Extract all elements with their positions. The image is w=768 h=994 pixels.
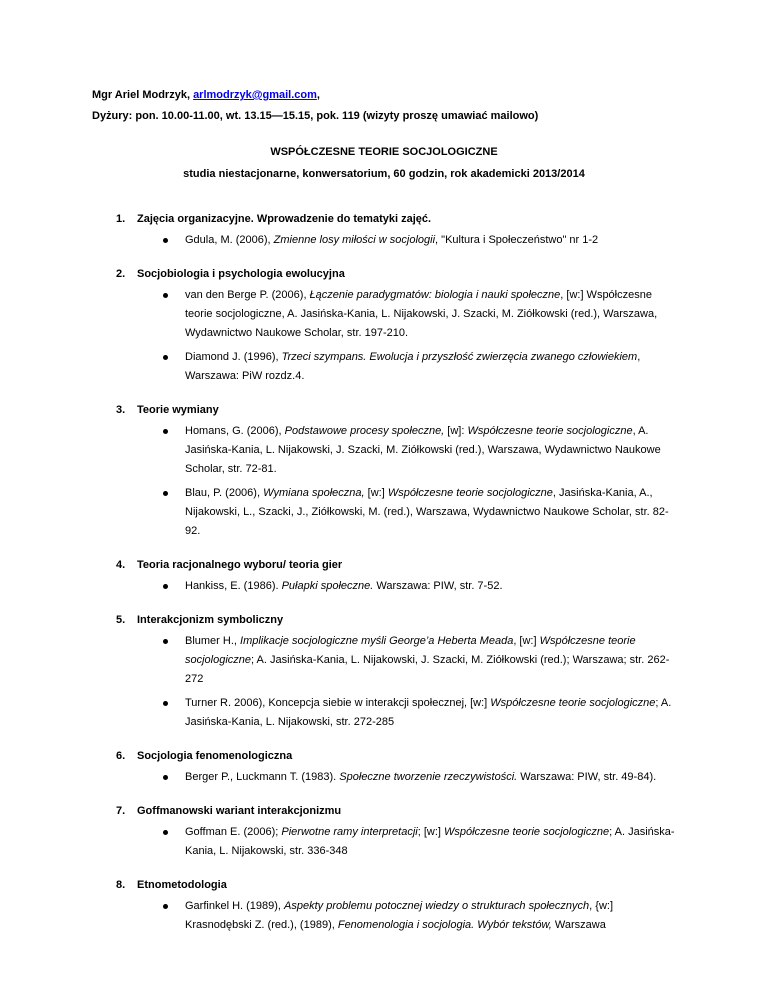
section-title: Teoria racjonalnego wyboru/ teoria gier bbox=[137, 559, 343, 571]
email-comma: , bbox=[316, 89, 320, 101]
reading-text: ; A. Jasińska-Kania, L. Nijakowski, str. 336-348 bbox=[185, 826, 675, 857]
reading-item bbox=[137, 577, 675, 596]
section-1 bbox=[0, 210, 768, 250]
reading-item bbox=[137, 422, 675, 479]
reading-text: , {w:] Krasnodębski Z. (red.), (1989), bbox=[185, 900, 613, 931]
reading-text: Garfinkel H. (1989), bbox=[185, 900, 285, 912]
reading-text: Goffman E. (2006); bbox=[185, 826, 282, 838]
reading-italic-text: Łączenie paradygmatów: biologia i nauki społeczne bbox=[309, 289, 561, 301]
reading-item bbox=[137, 231, 675, 250]
section-title: Zajęcia organizacyjne. Wprowadzenie do tematyki zajęć. bbox=[137, 213, 432, 225]
section-number: 3. bbox=[116, 404, 126, 416]
reading-text: , Warszawa: PiW rozdz.4. bbox=[185, 351, 641, 382]
section-2 bbox=[0, 265, 768, 386]
reading-italic-text: Implikacje socjologiczne myśli George’a Heberta Meada bbox=[240, 635, 514, 647]
reading-list bbox=[137, 632, 768, 732]
bullet-icon bbox=[163, 584, 168, 589]
reading-list bbox=[137, 768, 768, 787]
reading-text: , [w:] Współczesne teorie socjologiczne, A. Jasińska-Kania, L. Nijakowski, J. Szacki, M. Ziółkowski (red.), Warszawa, Wydawnictwo Naukowe Scholar, str. 197-210. bbox=[185, 289, 658, 339]
reading-italic-text: Trzeci szympans. Ewolucja i przyszłość zwierzęcia zwanego człowiekiem bbox=[281, 351, 638, 363]
reading-italic-text: Zmienne losy miłości w socjologii bbox=[273, 234, 436, 246]
section-title: Socjobiologia i psychologia ewolucyjna bbox=[137, 268, 345, 280]
reading-text: Turner R. 2006), Koncepcja siebie w interakcji społecznej, [w:] bbox=[185, 697, 491, 709]
bullet-icon bbox=[163, 293, 168, 298]
reading-italic-text: Pierwotne ramy interpretacji bbox=[281, 826, 418, 838]
section-5 bbox=[0, 611, 768, 732]
reading-item bbox=[137, 768, 675, 787]
reading-text: , [w:] bbox=[513, 635, 540, 647]
section-title: Interakcjonizm symboliczny bbox=[137, 614, 284, 626]
reading-list bbox=[137, 577, 768, 596]
office-hours: Dyżury: pon. 10.00-11.00, wt. 13.15—15.15, pok. 119 (wizyty proszę umawiać mailowo) bbox=[92, 110, 539, 122]
section-number: 5. bbox=[116, 614, 126, 626]
reading-italic-text: Współczesne teorie socjologiczne bbox=[185, 635, 636, 666]
reading-item bbox=[137, 897, 675, 935]
reading-text: [w:] bbox=[364, 487, 388, 499]
section-8 bbox=[0, 876, 768, 935]
reading-text: ; A. Jasińska-Kania, L. Nijakowski, J. Szacki, M. Ziółkowski (red.); Warszawa; str. 262-272 bbox=[185, 654, 670, 685]
reading-text: Hankiss, E. (1986). bbox=[185, 580, 282, 592]
reading-text: van den Berge P. (2006), bbox=[185, 289, 310, 301]
reading-italic-text: Aspekty problemu potocznej wiedzy o strukturach społecznych bbox=[284, 900, 590, 912]
section-number: 2. bbox=[116, 268, 126, 280]
reading-text: Diamond J. (1996), bbox=[185, 351, 282, 363]
reading-italic-text: Współczesne teorie socjologiczne bbox=[490, 697, 656, 709]
reading-text: Gdula, M. (2006), bbox=[185, 234, 274, 246]
reading-text: , Jasińska-Kania, A., Nijakowski, L., Szacki, J., Ziółkowski, M. (red.), Warszawa, Wydawnictwo Naukowe Scholar, str. 82-92. bbox=[185, 487, 669, 537]
reading-italic-text: Podstawowe procesy społeczne, bbox=[284, 425, 445, 437]
section-number: 4. bbox=[116, 559, 126, 571]
reading-text: ; A. Jasińska-Kania, L. Nijakowski, str. 272-285 bbox=[185, 697, 672, 728]
reading-italic-text: Pułapki społeczne. bbox=[281, 580, 374, 592]
reading-item bbox=[137, 632, 675, 689]
reading-italic-text: Społeczne tworzenie rzeczywistości. bbox=[339, 771, 518, 783]
section-title: Socjologia fenomenologiczna bbox=[137, 750, 293, 762]
reading-list bbox=[137, 422, 768, 541]
section-title: Teorie wymiany bbox=[137, 404, 219, 416]
reading-italic-text: Współczesne teorie socjologiczne bbox=[444, 826, 610, 838]
section-3 bbox=[0, 401, 768, 541]
reading-text: Warszawa: PIW, str. 49-84). bbox=[517, 771, 657, 783]
reading-item bbox=[137, 823, 675, 861]
section-number: 8. bbox=[116, 879, 126, 891]
section-6 bbox=[0, 747, 768, 787]
section-4 bbox=[0, 556, 768, 596]
section-title: Goffmanowski wariant interakcjonizmu bbox=[137, 805, 342, 817]
reading-text: Homans, G. (2006), bbox=[185, 425, 285, 437]
reading-italic-text: Współczesne teorie socjologiczne bbox=[467, 425, 633, 437]
bullet-icon bbox=[163, 639, 168, 644]
section-title: Etnometodologia bbox=[137, 879, 227, 891]
bullet-icon bbox=[163, 701, 168, 706]
reading-text: , "Kultura i Społeczeństwo" nr 1-2 bbox=[435, 234, 599, 246]
reading-item bbox=[137, 286, 675, 343]
bullet-icon bbox=[163, 238, 168, 243]
course-subtitle: studia niestacjonarne, konwersatorium, 60 godzin, rok akademicki 2013/2014 bbox=[183, 168, 585, 180]
reading-italic-text: Współczesne teorie socjologiczne bbox=[387, 487, 553, 499]
reading-list bbox=[137, 231, 768, 250]
bullet-icon bbox=[163, 830, 168, 835]
email-link[interactable]: arlmodrzyk@gmail.com bbox=[193, 89, 317, 101]
reading-list bbox=[137, 286, 768, 386]
reading-text: ; [w:] bbox=[417, 826, 445, 838]
author-line bbox=[92, 86, 320, 105]
bullet-icon bbox=[163, 429, 168, 434]
bullet-icon bbox=[163, 355, 168, 360]
reading-text: Warszawa: PIW, str. 7-52. bbox=[373, 580, 503, 592]
reading-list bbox=[137, 897, 768, 935]
section-7 bbox=[0, 802, 768, 861]
reading-text: , A. Jasińska-Kania, L. Nijakowski, J. Szacki, M. Ziółkowski (red.), Warszawa, Wydawnictwo Naukowe Scholar, str. 72-81. bbox=[185, 425, 661, 475]
bullet-icon bbox=[163, 775, 168, 780]
reading-item bbox=[137, 694, 675, 732]
section-number: 1. bbox=[116, 213, 126, 225]
syllabus-sections bbox=[0, 210, 768, 950]
reading-item bbox=[137, 348, 675, 386]
reading-italic-text: Wymiana społeczna, bbox=[263, 487, 365, 499]
bullet-icon bbox=[163, 904, 168, 909]
reading-text: [w]: bbox=[444, 425, 468, 437]
reading-item bbox=[137, 484, 675, 541]
reading-italic-text: Fenomenologia i socjologia. Wybór tekstów, bbox=[337, 919, 552, 931]
course-title: WSPÓŁCZESNE TEORIE SOCJOLOGICZNE bbox=[270, 146, 498, 158]
author-name: Mgr Ariel Modrzyk, bbox=[92, 89, 194, 101]
reading-text: Warszawa bbox=[551, 919, 606, 931]
reading-text: Berger P., Luckmann T. (1983). bbox=[185, 771, 340, 783]
reading-list bbox=[137, 823, 768, 861]
section-number: 7. bbox=[116, 805, 126, 817]
reading-text: Blumer H., bbox=[185, 635, 241, 647]
bullet-icon bbox=[163, 491, 168, 496]
reading-text: Blau, P. (2006), bbox=[185, 487, 264, 499]
section-number: 6. bbox=[116, 750, 126, 762]
